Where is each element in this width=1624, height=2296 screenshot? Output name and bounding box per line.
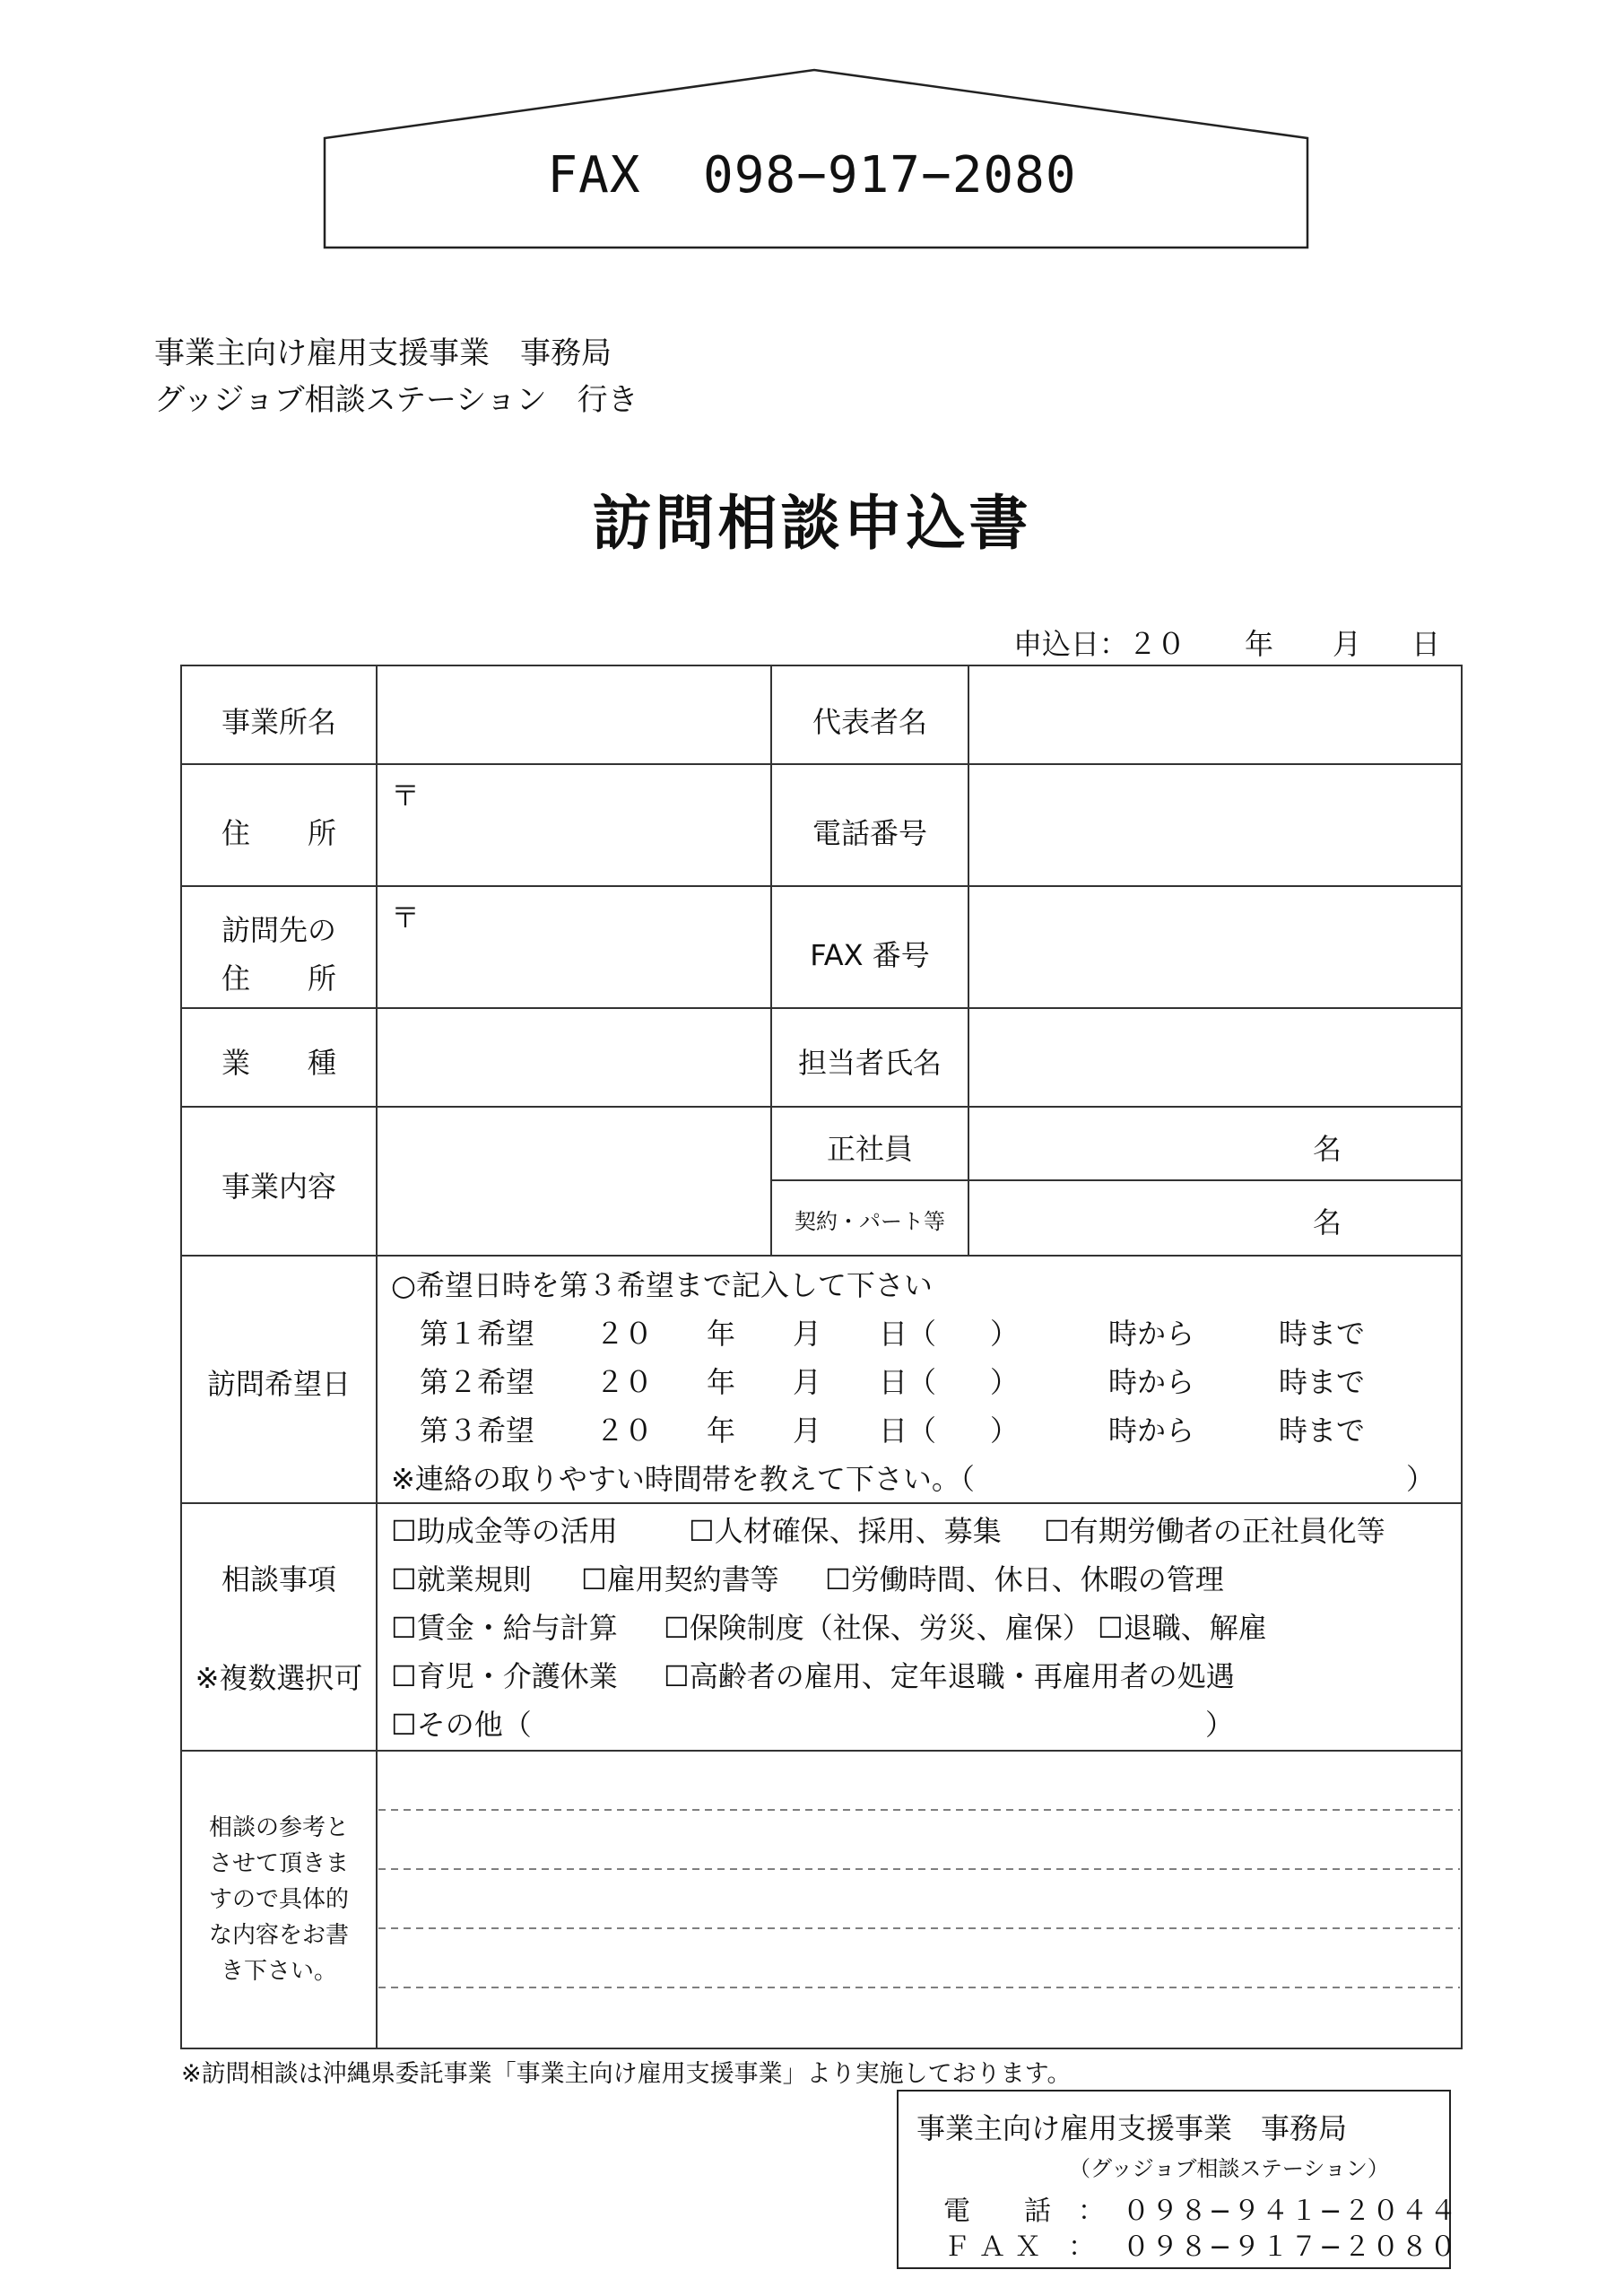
office-fax-label: Ｆ Ａ Ｘ ：	[943, 2231, 1096, 2263]
label-visit-date: 訪問希望日	[206, 1367, 351, 1401]
input-visit-address[interactable]	[378, 888, 769, 1006]
label-address: 住 所	[221, 816, 336, 850]
label-fax-number: FAX 番号	[810, 938, 930, 972]
visit-choice-2-day: 日（	[879, 1365, 937, 1399]
visit-choice-2-close: ）	[990, 1365, 1020, 1399]
apply-date-day: 日	[1411, 627, 1441, 661]
apply-date-month: 月	[1333, 627, 1362, 661]
label-notes-line-5: き下さい。	[220, 1958, 337, 1985]
visit-choice-3-label: 第３希望	[420, 1413, 535, 1448]
label-business-name: 事業所名	[221, 705, 336, 739]
option-work-rules[interactable]: ☐就業規則	[391, 1562, 532, 1596]
contract-unit: 名	[1313, 1205, 1342, 1239]
contact-time-note: ※連絡の取りやすい時間帯を教えて下さい。（	[391, 1462, 975, 1496]
input-address[interactable]	[378, 766, 769, 884]
label-fulltime: 正社員	[826, 1132, 913, 1166]
visit-date-instruction: ○希望日時を第３希望まで記入して下さい	[391, 1268, 933, 1302]
label-visit-address-1: 訪問先の	[221, 913, 336, 947]
label-notes-line-2: させて頂きま	[208, 1850, 349, 1877]
apply-date-year: 年	[1245, 627, 1274, 661]
input-fax-number[interactable]	[970, 888, 1460, 1006]
visit-choice-1-close: ）	[990, 1317, 1020, 1351]
visit-choice-1-era: ２０	[595, 1317, 654, 1351]
option-elderly-employment[interactable]: ☐高齢者の雇用、定年退職・再雇用者の処遇	[664, 1659, 1235, 1693]
visit-choice-1-label: 第１希望	[420, 1317, 535, 1351]
input-representative[interactable]	[970, 667, 1460, 762]
label-business-content: 事業内容	[221, 1170, 336, 1204]
visit-choice-3-day: 日（	[879, 1413, 937, 1448]
input-business-content[interactable]	[378, 1109, 769, 1254]
office-tel-label: 電 話 ：	[943, 2196, 1105, 2227]
office-tel-number: ０９８−９４１−２０４４	[1123, 2196, 1459, 2227]
option-other[interactable]: ☐その他（	[391, 1708, 532, 1742]
option-payroll[interactable]: ☐賃金・給与計算	[391, 1611, 618, 1645]
input-industry[interactable]	[378, 1010, 769, 1105]
visit-choice-2-from: 時から	[1108, 1365, 1195, 1399]
label-notes-line-3: すので具体的	[208, 1886, 349, 1913]
label-visit-address-2: 住 所	[221, 961, 336, 996]
visit-choice-1-to: 時まで	[1279, 1317, 1366, 1351]
office-fax-number: ０９８−９１７−２０８０	[1123, 2231, 1459, 2263]
office-contact-box	[897, 2090, 1459, 2269]
office-name: 事業主向け雇用支援事業 事務局	[916, 2111, 1348, 2145]
label-consult-items: 相談事項	[221, 1562, 336, 1596]
option-working-hours[interactable]: ☐労働時間、休日、休暇の管理	[825, 1562, 1224, 1596]
visit-choice-1-from: 時から	[1108, 1317, 1195, 1351]
input-contact-person[interactable]	[970, 1010, 1460, 1105]
visit-choice-1-day: 日（	[879, 1317, 937, 1351]
option-insurance[interactable]: ☐保険制度（社保、労災、雇保）	[664, 1611, 1091, 1645]
fax-header-label: FAX	[547, 146, 641, 204]
option-fixed-term-conversion[interactable]: ☐有期労働者の正社員化等	[1044, 1514, 1385, 1548]
label-contract: 契約・パート等	[795, 1209, 945, 1234]
visit-choice-3-month: 月	[793, 1413, 822, 1448]
label-notes-line-1: 相談の参考と	[208, 1814, 349, 1841]
label-contact-person: 担当者氏名	[797, 1046, 942, 1080]
label-industry: 業 種	[221, 1046, 336, 1080]
fulltime-unit: 名	[1313, 1132, 1342, 1166]
addressee-office: 事業主向け雇用支援事業 事務局	[154, 335, 612, 371]
footer-note: ※訪問相談は沖縄県委託事業「事業主向け雇用支援事業」より実施しております。	[181, 2060, 1072, 2088]
visit-choice-3-to: 時まで	[1279, 1413, 1366, 1448]
input-notes[interactable]	[378, 1752, 1460, 2047]
input-business-name[interactable]	[378, 667, 769, 762]
visit-choice-3-year: 年	[707, 1413, 736, 1448]
label-multiple-ok: ※複数選択可	[195, 1661, 363, 1695]
visit-choice-2-era: ２０	[595, 1365, 654, 1399]
visit-choice-1-month: 月	[793, 1317, 822, 1351]
postal-mark-visit: 〒	[391, 900, 421, 935]
option-recruitment[interactable]: ☐人材確保、採用、募集	[689, 1514, 1002, 1548]
visit-choice-2-label: 第２希望	[420, 1365, 535, 1399]
label-notes-line-4: な内容をお書	[208, 1922, 349, 1949]
visit-choice-3-era: ２０	[595, 1413, 654, 1448]
option-retirement-dismissal[interactable]: ☐退職、解雇	[1098, 1611, 1267, 1645]
option-other-close: ）	[1205, 1708, 1235, 1742]
visit-choice-1-year: 年	[707, 1317, 736, 1351]
visit-choice-2-to: 時まで	[1279, 1365, 1366, 1399]
visit-choice-2-month: 月	[793, 1365, 822, 1399]
input-contract-count[interactable]	[970, 1182, 1460, 1254]
label-representative: 代表者名	[812, 705, 927, 739]
label-phone: 電話番号	[812, 816, 927, 850]
option-subsidy[interactable]: ☐助成金等の活用	[391, 1514, 618, 1548]
apply-date-label: 申込日：２０	[1013, 627, 1186, 661]
label-notes	[185, 1810, 373, 1989]
visit-choice-3-close: ）	[990, 1413, 1020, 1448]
addressee-station: グッジョブ相談ステーション 行き	[154, 382, 638, 418]
option-employment-contract[interactable]: ☐雇用契約書等	[581, 1562, 779, 1596]
page-title: 訪問相談申込書	[592, 489, 1032, 558]
visit-choice-3-from: 時から	[1108, 1413, 1195, 1448]
input-fulltime-count[interactable]	[970, 1109, 1460, 1178]
fax-header-number: 098−917−2080	[703, 146, 1077, 204]
visit-choice-2-year: 年	[707, 1365, 736, 1399]
contact-time-close: ）	[1406, 1462, 1436, 1496]
postal-mark: 〒	[391, 778, 421, 813]
option-childcare-leave[interactable]: ☐育児・介護休業	[391, 1659, 618, 1693]
input-phone[interactable]	[970, 766, 1460, 884]
office-station: （グッジョブ相談ステーション）	[1069, 2156, 1389, 2181]
